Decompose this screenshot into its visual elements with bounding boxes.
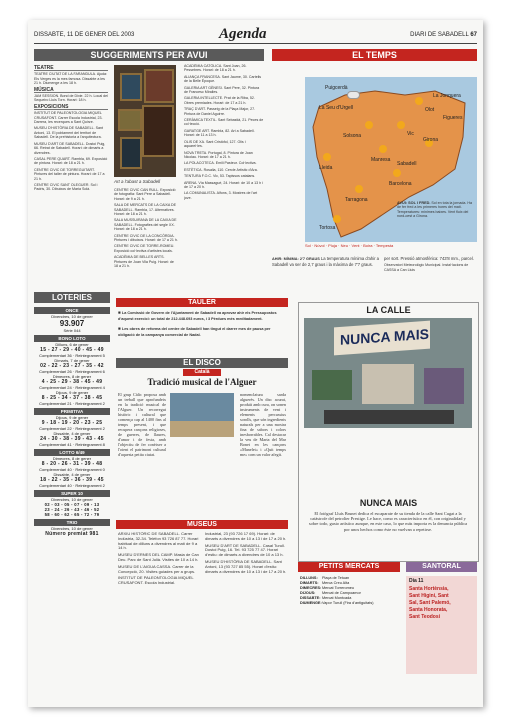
shop-window-photo <box>304 318 472 428</box>
expo-item: TRAÇ D'ART. Passeig de la Plaça Major, 27. Pintura de Daniel Aguirre. <box>184 107 256 116</box>
pressure-text: per sort. Pressió atmosfèrica: 743'8 mm., parcel. <box>384 256 474 261</box>
album-cover-image <box>170 393 234 437</box>
minimum-heading: AHIR: MÍNIMA: 2'7 GRAUS <box>272 257 320 261</box>
draw-extra: Complementari 22 · Reintegrament 2 <box>39 426 105 431</box>
suggeriments-left-column <box>34 64 108 282</box>
santoral-date: Dia 11 <box>409 578 424 584</box>
weather-source: Observatori Meteorològic Municipal. Instal·lacions de CASSA a Can Lluis <box>384 263 469 272</box>
saint-name: Sal, Sant Palemó, <box>409 600 451 606</box>
legend-item: Tempesta <box>375 243 394 248</box>
sun-icon <box>415 97 423 105</box>
saint-name: Sant Higini, Sant <box>409 593 449 599</box>
once-number: 93.907 <box>59 319 85 328</box>
draw-date: Dissabte, 4 de gener <box>53 431 91 436</box>
expo-item: GALERIA ART GÈNESI. Sant Pere, 32. Pintura de Francesc Miralles. <box>184 85 260 95</box>
map-city: Figueres <box>443 115 463 121</box>
expo-item: ACADÈMIA CATÒLICA. Sant Joan, 26. Pessebres. Horari: de 18 a 21 h. <box>184 64 247 73</box>
draw-numbers: 18 - 22 - 35 - 36 - 39 - 45 <box>40 477 104 483</box>
trio-heading: TRIO <box>34 519 110 526</box>
teatre-text: TEATRE CIUTAT DE LA FARANDULA. Ajuda: Els Verges es la mes famosa. Dissabte a les 21 h. Diumenge a les 18 h. <box>34 72 108 86</box>
expo-item: NOVA TRETA. Portugal, 8. Pintura de Joan Nicolau. Horari: de 17 a 21 h. <box>184 150 253 159</box>
market-row: DIJOUS: Mercat de Campoamor <box>300 591 361 595</box>
trio-number: Número premiat 981 <box>45 531 99 537</box>
expo-item: CENTRE CIVIC DE LA CONCÒRDIA. Pintures i dibuixos. Horari: de 17 a 21 h. <box>114 233 178 243</box>
weather-map <box>305 77 477 242</box>
map-city: La Jonquera <box>433 93 461 99</box>
draw-numbers: 9 - 18 - 19 - 20 - 23 - 25 <box>41 420 103 426</box>
saint-name: Santa Hortènsia, <box>409 586 449 592</box>
suggeriments-right-column <box>184 64 264 284</box>
once-serie: Sèrie 044 <box>63 328 81 333</box>
draw-date: Divendres, 10 de gener <box>51 526 93 531</box>
la-calle-text: El fotògraf Lluís Brunet dedica el escaparate de su tienda de la calle Sant Cugat a la catàstrofe del petrolier Prestige. Le hace, como es característico en él, con originalidad y sobre todo, gusto artístico aunque, en este caso, lo que más importa es la denuncia pública por unos hechos como éste no vuelvan a repetirse. <box>308 511 468 532</box>
legend-item: Vent <box>351 243 360 248</box>
tauler-title: TAULER <box>116 298 288 307</box>
expo-item: MUSEU D'HISTÒRIA DE SABADELL. Sant Antoni, 13. El poblament del territori de Sabadell. De la prehistoria a l'arquitectura. <box>34 126 103 140</box>
museum-item: MUSEU D'ART DE SABADELL. Casal Turull. Dostoi Puig, 16. Tel. 93 725 77 47. Horari d'estiu: de dimarts a divendres de 10 a 13 h. <box>205 542 285 558</box>
draw-numbers: 8 - 20 - 26 - 31 - 39 - 48 <box>41 461 103 467</box>
section-title: Agenda <box>219 26 267 42</box>
expo-item: ACADÈMIA DE BELLES ARTS. Pintures de Joan Vila Puig. Horari: de 18 a 21 h. <box>114 255 174 269</box>
musica-heading: MÚSICA <box>34 88 108 93</box>
temps-pressure <box>384 256 477 273</box>
painting-image <box>142 105 174 157</box>
musica-text: JAM SESSION. Bond de Dixie. 22 h. Local del Sequeiro Lluis Torn. Horari: 18 h. <box>34 94 108 103</box>
expo-item: MUSEU D'ART DE SABADELL. Dostoi Puig, 66. Retrat de Sabadell. Horari: de dimarts a divendres. <box>34 141 106 155</box>
expo-item: OLIS DE XA. Sant Cristòfol, 127. Olis i aquarel·les. <box>184 139 246 149</box>
map-city: Lleida <box>319 165 333 171</box>
petits-mercats-list <box>300 576 400 606</box>
page-date: DISSABTE, 11 DE GENER DEL 2003 <box>34 32 135 38</box>
lotto-heading: LOTTO 6/49 <box>34 449 110 456</box>
museum-item: ARXIU HISTÒRIC DE SABADELL. Carrer Indústria, 32-34. Telèfon 93 726 87 77. Horari habitual de dilluns a divendres al matí de 9 a 14 h. <box>118 532 199 551</box>
expo-item: TENTURA F.O.C. Vic, 53. Tapissos catalans. <box>184 174 256 179</box>
forecast-text: Sol en tota la jornada. Ha de fer fred a les primeres hores del matí. Temperatures: mínimes baixes. Vent fluix del nord-oest a Girona. <box>397 201 472 219</box>
market-row: DIMARTS: Merca Creu Alta <box>300 581 350 585</box>
teatre-heading: TEATRE <box>34 66 108 71</box>
la-calle-headline: NUNCA MAIS <box>359 498 418 508</box>
tauler-item: ■ Les obres de reforma del centre de Sabadell han tingut el darrer mes de pausa per obligació de la campanya comercial de Nadal. <box>118 325 271 338</box>
sun-icon <box>333 215 341 223</box>
museum-item: MUSEU D'ERNES DEL CAMP. Masia de Can Deu. Parc de Sant Julià. Visites de 10 a 14 h. <box>118 552 199 562</box>
draw-date: Dilluns, 6 de gener <box>55 342 89 347</box>
expo-item: CENTRE CIVIC CAN RULL. Exposició de fotografia: Sant Pere a Sabadell. Horari: de 9 a 21 h. <box>114 188 176 201</box>
draw-date: Dimecres, 8 de gener <box>52 374 92 379</box>
museum-item: INSTITUT DE PALEONTOLOGIA MIQUEL CRUSAFONT. Escola Industrial. <box>118 575 194 586</box>
expo-item: GALERIA INTELLECTE. Prat de la Riba, 52. Obres premiades. Horari: de 17 a 21 h. <box>184 96 255 105</box>
draw-extra: Complementari 36 · Reintegrament 5 <box>39 353 105 358</box>
legend-item: Pluja <box>328 243 338 248</box>
museum-item: Industrial, 23 (93 726 17 69). Horari: de dimarts a divendres de 10 a 13 i de 17 a 20 h. <box>205 532 287 541</box>
draw-date: Dijous, 9 de gener <box>55 390 89 395</box>
loteries-column <box>34 305 110 537</box>
header-rule <box>34 43 477 44</box>
disco-text-left: El grup Càlic proposa amb un treball que aprofundeix en la tradició musical de l'Alguer. Un recorregut històric i cultural que comença cap al 1400 fins al temps present, i que recupera cançons religioses, de guerres, de llaures, d'amor i de festa, amb l'objectiu de fer conèixer a l'oient el patrimoni cultural d'aquesta petita ciutat. <box>118 392 166 457</box>
sun-icon <box>365 121 373 129</box>
map-city: La Seu d'Urgell <box>319 105 354 111</box>
temps-title: EL TEMPS <box>272 49 477 61</box>
sun-icon <box>379 145 387 153</box>
painting-image <box>118 109 142 131</box>
map-city: Girona <box>423 137 439 143</box>
expo-item: ESTÈTICA. Rosalia, 110. Cercle Artístic d'Ara. <box>184 167 258 172</box>
legend-item: Boira <box>363 243 373 248</box>
super10-heading: SUPER 10 <box>34 490 110 497</box>
petits-mercats-title: PETITS MERCATS <box>298 562 400 572</box>
museus-title: MUSEUS <box>116 520 288 529</box>
album-cover-shore <box>170 421 234 437</box>
once-date: Divendres, 10 de gener <box>51 314 93 319</box>
market-row: DIUMENGE:Vapor Turull (Fira d'antiguitats) <box>300 601 374 605</box>
paper-name: DIARI DE SABADELL 67 <box>410 32 477 38</box>
draw-extra: Complementari 26 · Reintegrament 6 <box>39 369 105 374</box>
super10-row: 02 - 03 - 05 - 07 - 09 - 13 <box>44 502 100 507</box>
cloud-icon <box>347 91 360 99</box>
draw-date: Dissabte, 4 de gener <box>53 472 91 477</box>
draw-extra: Complementari 40 · Reintegrament 2 <box>39 483 105 488</box>
expo-item: CENTRE CIVIC DE TORREGUITART. Pintures del taller de pintura. Horari: de 17 a 21 h. <box>34 167 105 181</box>
map-city: Tortosa <box>319 225 336 231</box>
legend-item: Neu <box>340 243 348 248</box>
display-shelf <box>324 410 454 424</box>
photo-caption: Art a l'abast a Sabadell <box>114 179 161 184</box>
weather-legend: Sol · Núvol · Pluja · Neu · Vent · Boira · Tempesta <box>305 243 394 248</box>
banner-sign <box>334 321 430 356</box>
museus-column-2 <box>205 532 287 700</box>
sun-icon <box>355 185 363 193</box>
museus-column-1 <box>118 532 200 700</box>
santoral-box <box>406 576 477 674</box>
museum-item: MUSEU D'HISTÒRIA DE SABADELL. Sant Antoni, 13 (93 727 85 55). Horari d'estiu: dimarts a divendres de 10 a 13 i de 17 a 20 h. <box>205 558 287 574</box>
market-row: DISSABTE: Mercat Montcada <box>300 596 352 600</box>
expo-item: CENTRE CIVIC DE TORRE-ROMEU. Exposició col·lectiva d'artistes locals. <box>114 244 175 253</box>
draw-date: Dijous, 9 de gener <box>55 415 89 420</box>
expo-item: SALA DE MERCATS DE LA CAIXA DE SABADELL. Rambla, 17. Alternatives. Horari: de 18 a 21 h. <box>114 203 177 217</box>
market-row: DILLUNS: Plaça de Tetuan <box>300 576 350 580</box>
page-header <box>34 26 477 42</box>
legend-item: Núvol <box>314 243 325 248</box>
map-city: Puigcerdà <box>325 85 348 91</box>
tauler-item: ■ La Comissió de Govern de l'Ajuntament de Sabadell va aprovar ahir els Pressupostos d'aquest exercici: un total de 212.448.693 euros, i 3 Pèrdues més meditadament. <box>118 310 277 322</box>
once-heading: ONCE <box>34 307 110 314</box>
disco-title: EL DISCO <box>116 358 288 368</box>
expo-item: INSTITUT DE PALEONTOLOGIA MIQUEL CRUSAFONT. Carrer Escola Industrial, 23. Darrera, les recerques a Sant Quirze. <box>34 111 103 125</box>
forecast-heading: AVUI: SOL I FRED. <box>397 201 431 205</box>
tauler-body <box>118 310 286 339</box>
draw-numbers: 4 - 25 - 29 - 38 - 45 - 49 <box>41 379 103 385</box>
painting-image <box>120 137 142 169</box>
display-item <box>424 368 464 404</box>
expo-item: CASAL PERE QUART. Rambla, 69. Exposició de pintura. Horari: de 18 a 21 h. <box>34 156 108 166</box>
expo-item: CERÀMICA TEXTIL. Sant Sebastià, 21. Peces de col·lecció. <box>184 118 264 127</box>
display-item <box>312 370 352 400</box>
expo-item: CENTRE CIVIC SANT OLEGUER. Sol i Padris, 30. Dibuixos de Maria Solà. <box>34 182 98 192</box>
disco-text-right: nomenclatura sarda alguerès. Un disc acurat, produït amb cura, on sonen instruments de vent i elements percussius sorolls, que són ingredients naturals per a una mostra fina de sabors i colors inesborrables. Cal destacar la veu de Marta del Mar Bonet en les cançons «Manelet» i «Quit temps me» com un valor afegit. <box>240 392 286 457</box>
draw-extra: Complementari 24 · Reintegrament 4 <box>39 385 105 390</box>
draw-date: Divendres, 10 de gener <box>51 497 93 502</box>
map-city: Barcelona <box>389 181 412 187</box>
expo-item: LA COMUNALISTA. Alfons, 3. Mostres de l'art jove. <box>184 191 258 200</box>
expo-item: SALA MUSSUIRANA DE LA CAIXA DE SABADELL. Fotografies del segle XX. Horari: de 18 a 21 h. <box>114 218 177 232</box>
draw-extra: Complementari 40 · Reintegrament 0 <box>39 467 105 472</box>
super10-row: 58 - 60 - 62 - 65 - 72 - 79 <box>44 512 100 517</box>
draw-numbers: 15 - 27 - 29 - 40 - 45 - 49 <box>40 347 104 353</box>
primitiva-heading: PRIMITIVA <box>34 408 110 415</box>
draw-numbers: 24 - 30 - 38 - 39 - 43 - 45 <box>40 436 104 442</box>
expo-item: LA POLACOTECA. Emili Pasteur. Col·lectiva. <box>184 161 257 166</box>
map-city: Vic <box>407 131 414 137</box>
map-city: Solsona <box>343 133 362 139</box>
sun-icon <box>323 153 331 161</box>
draw-numbers: 02 - 22 - 23 - 27 - 35 - 42 <box>40 363 104 369</box>
sun-icon <box>397 121 405 129</box>
disco-headline: Tradició musical de l'Alguer <box>147 377 257 387</box>
suggeriments-title: SUGGERIMENTS PER AVUI <box>34 49 264 61</box>
temps-minimum <box>272 256 380 267</box>
newspaper-page <box>28 20 483 707</box>
loteries-title: LOTERIES <box>34 292 110 303</box>
exposicions-heading: EXPOSICIONS <box>34 105 108 110</box>
market-row: DIMECRES:Mercat Torreromeu <box>300 586 355 590</box>
map-city: Tarragona <box>345 197 368 203</box>
suggeriments-mid-column <box>114 188 178 284</box>
saint-name: Santa Honorata, <box>409 607 448 613</box>
draw-extra: Complementari 21 · Reintegrament 2 <box>39 401 105 406</box>
la-calle-title: LA CALLE <box>366 305 411 315</box>
display-item <box>362 364 414 404</box>
banner-text: NUNCA MAIS <box>340 325 429 348</box>
map-city: Sabadell <box>397 161 417 167</box>
expo-item: ARENA. Vía Massaguè, 24. Horari: de 10 a 13 h i de 17 a 20 h. <box>184 180 263 189</box>
super10-row: 23 - 24 - 26 - 43 - 46 - 52 <box>44 507 100 512</box>
saint-name: Sant Teodosi <box>409 614 441 620</box>
santoral-title: SANTORAL <box>406 562 477 572</box>
forecast-box <box>397 201 475 239</box>
painting-image <box>120 73 142 101</box>
painting-image <box>144 69 174 103</box>
draw-date: Dimecres, 8 de gener <box>52 456 92 461</box>
map-city: Olot <box>425 107 435 113</box>
expo-item: ALIANÇA FRANCESA. Sant Jaume, 30. Cartells de la Belle Époque. <box>184 74 262 84</box>
legend-item: Sol <box>305 243 311 248</box>
bonoloto-heading: BONO LOTO <box>34 335 110 342</box>
minimum-text: La temperatura mínima d'ahir a Sabadell va ser de 2,7 graus i la màxima de 7'7 graus. <box>272 256 379 267</box>
museum-item: MUSEU DE L'AIGUA CASSA. Carrer de la Concepció, 20. Visites guiades per a grups. <box>118 563 196 574</box>
gallery-photo <box>114 65 176 177</box>
sun-icon <box>393 169 401 177</box>
draw-extra: Complementari 41 · Reintegrament 8 <box>39 442 105 447</box>
draw-numbers: 8 - 25 - 34 - 37 - 38 - 45 <box>41 395 103 401</box>
disco-tag: Català <box>183 369 221 376</box>
expo-item: GARATGE ART. Rambla, 82. Art a Sabadell. Horari: de 11 a 13 h. <box>184 128 255 138</box>
draw-date: Dimarts, 7 de gener <box>54 358 90 363</box>
map-city: Manresa <box>371 157 391 163</box>
